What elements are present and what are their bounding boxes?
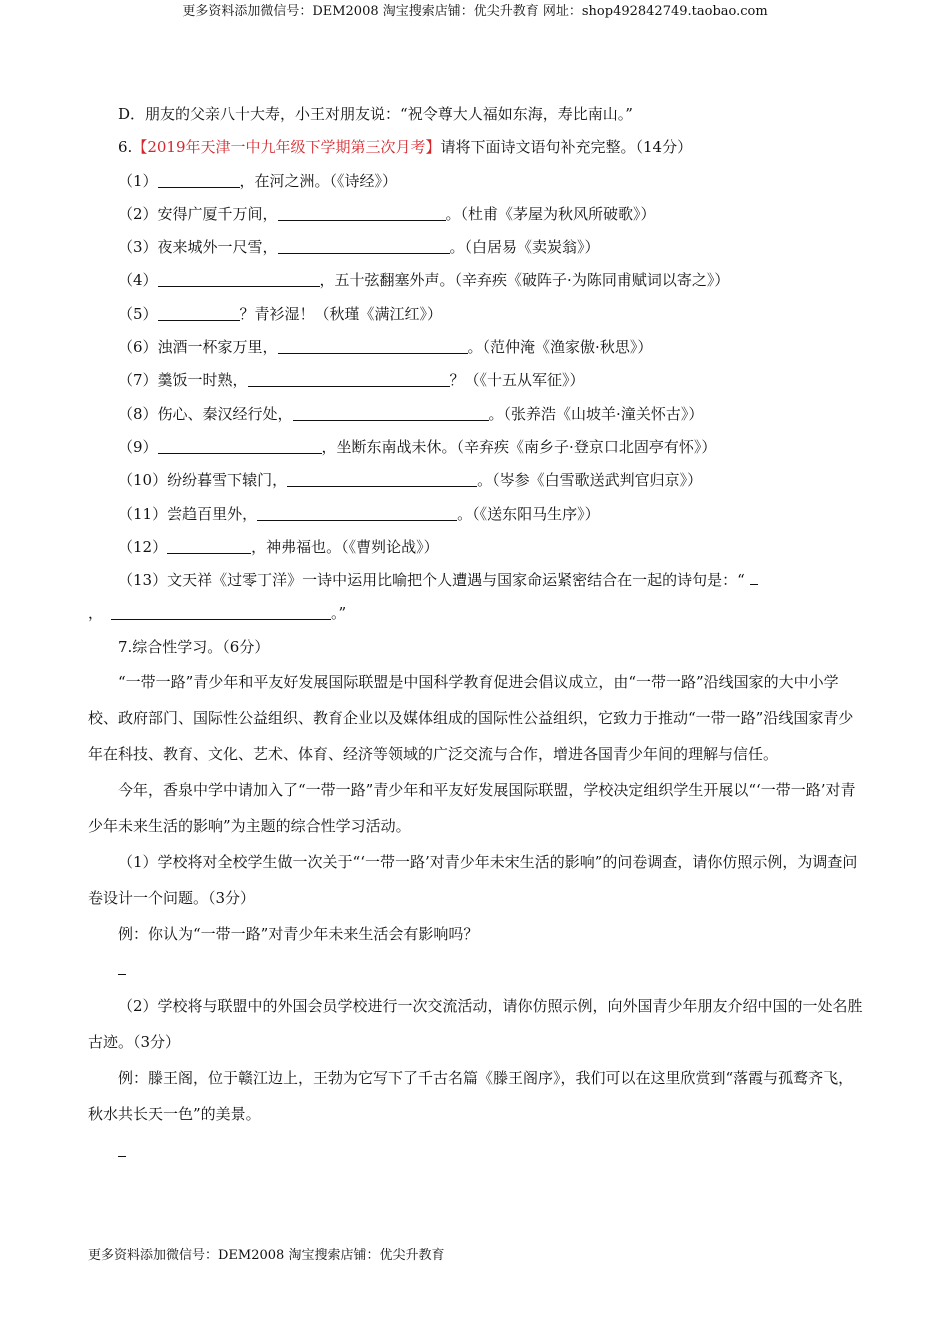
question-7-subquestion-1: （1）学校将对全校学生做一次关于“‘一带一路’对青少年未宋生活的影响”的问卷调查，请你仿照示例，为调查问卷设计一个问题。（3分） xyxy=(88,853,858,908)
answer-blank[interactable] xyxy=(111,603,331,620)
answer-blank[interactable] xyxy=(158,437,322,454)
question-6-number: 6. xyxy=(118,138,133,157)
fill-item-6 xyxy=(88,331,864,364)
question-7-paragraph-1: “一带一路”青少年和平友好发展国际联盟是中国科学教育促进会倡议成立，由“一带一路”沿线国家的大中小学校、政府部门、国际性公益组织、教育企业以及媒体组成的国际性公益组织，它致力于推动“一带一路”沿线国家青少年在科技、教育、文化、艺术、体育、经济等领域的广泛交流与合作，增进各国青少年间的理解与信任。 xyxy=(88,673,854,764)
fill-item-prefix: ， xyxy=(88,604,104,623)
fill-item-suffix: ，五十弦翻塞外声。（辛弃疾《破阵子·为陈同甫赋词以寄之》） xyxy=(319,271,730,290)
fill-item-suffix: ，在河之洲。（《诗经》） xyxy=(239,171,398,190)
fill-item-suffix: 。（岑参《白雪歌送武判官归京》） xyxy=(477,471,703,490)
fill-item-prefix: （12） xyxy=(118,537,168,556)
document-body xyxy=(88,98,864,1170)
answer-blank[interactable] xyxy=(158,304,240,321)
fill-item-suffix: 。（范仲淹《渔家傲·秋思》） xyxy=(467,338,653,357)
fill-item-10 xyxy=(88,464,864,497)
fill-item-suffix: 。（《送东阳马生序》） xyxy=(457,504,600,523)
answer-line-2[interactable] xyxy=(88,1134,864,1170)
fill-item-7 xyxy=(88,364,864,397)
page-footer: 更多资料添加微信号：DEM2008 淘宝搜索店铺：优尖升教育 xyxy=(88,1248,445,1263)
fill-item-prefix: （10）纷纷暮雪下辕门， xyxy=(118,471,288,490)
fill-item-suffix: 。（白居易《卖炭翁》） xyxy=(449,238,600,257)
fill-item-11 xyxy=(88,498,864,531)
fill-item-suffix: 。（张养浩《山坡羊·潼关怀古》） xyxy=(488,404,704,423)
fill-item-prefix: （8）伤心、秦汉经行处， xyxy=(118,404,293,423)
fill-item-suffix: ？（《十五从军征》） xyxy=(449,371,585,390)
fill-item-prefix: （3）夜来城外一尺雪， xyxy=(118,238,278,257)
answer-blank[interactable] xyxy=(167,537,251,554)
fill-item-13 xyxy=(88,564,864,597)
fill-item-suffix: ？青衫湿！（秋瑾《满江红》） xyxy=(239,304,443,323)
answer-blank[interactable] xyxy=(248,370,450,387)
fill-item-prefix: （1） xyxy=(118,171,158,190)
answer-blank[interactable] xyxy=(257,504,457,521)
answer-blank[interactable] xyxy=(158,270,320,287)
question-7-paragraph-2: 今年，香泉中学中请加入了“一带一路”青少年和平友好发展国际联盟，学校决定组织学生开展以“‘一带一路’对青少年未来生活的影响”为主题的综合性学习活动。 xyxy=(88,781,856,836)
answer-blank[interactable] xyxy=(287,470,477,487)
answer-blank[interactable] xyxy=(278,237,450,254)
question-7-subquestion-2: （2）学校将与联盟中的外国会员学校进行一次交流活动，请你仿照示例，向外国青少年朋友介绍中国的一处名胜古迹。（3分） xyxy=(88,997,863,1052)
fill-item-13-text: （13）文天祥《过零丁洋》一诗中运用比喻把个人遭遇与国家命运紧密结合在一起的诗句是：“ xyxy=(118,571,745,590)
fill-item-8 xyxy=(88,398,864,431)
fill-item-suffix: 。（杜甫《茅屋为秋风所破歌》） xyxy=(445,204,656,223)
answer-blank[interactable] xyxy=(158,171,240,188)
fill-item-5 xyxy=(88,298,864,331)
fill-item-prefix: （11）尝趋百里外， xyxy=(118,504,258,523)
option-d: D．朋友的父亲八十大寿，小王对朋友说：“祝令尊大人福如东海，寿比南山。” xyxy=(118,105,633,123)
question-6-instruction: 请将下面诗文语句补充完整。（14分） xyxy=(440,138,693,157)
fill-item-prefix: （6）浊酒一杯家万里， xyxy=(118,338,278,357)
answer-blank[interactable] xyxy=(750,572,758,585)
fill-item-prefix: （4） xyxy=(118,271,158,290)
question-6-source: 【2019年天津一中九年级下学期第三次月考】 xyxy=(132,138,441,157)
answer-line-1[interactable] xyxy=(88,952,864,988)
answer-blank[interactable] xyxy=(278,204,446,221)
question-6-heading xyxy=(88,131,864,164)
question-7-example-1: 例：你认为“一带一路”对青少年未来生活会有影响吗？ xyxy=(118,925,479,944)
answer-blank[interactable] xyxy=(293,404,489,421)
fill-item-prefix: （9） xyxy=(118,437,158,456)
fill-item-suffix: ，坐断东南战未休。（辛弃疾《南乡子·登京口北固亭有怀》） xyxy=(321,437,717,456)
fill-item-12 xyxy=(88,531,864,564)
fill-item-9 xyxy=(88,431,864,464)
fill-item-prefix: （2）安得广厦千万间， xyxy=(118,204,278,223)
fill-item-2 xyxy=(88,198,864,231)
fill-item-suffix: ，神弗福也。（《曹刿论战》） xyxy=(251,537,439,556)
answer-blank[interactable] xyxy=(278,337,468,354)
page-header: 更多资料添加微信号：DEM2008 淘宝搜索店铺：优尖升教育 网址：shop492842749.taobao.com xyxy=(182,4,768,19)
question-7-example-2: 例：滕王阁，位于赣江边上，王勃为它写下了千古名篇《滕王阁序》，我们可以在这里欣赏到“落霞与孤鹜齐飞，秋水共长天一色”的美景。 xyxy=(88,1069,854,1124)
fill-item-prefix: （5） xyxy=(118,304,158,323)
fill-item-prefix: （7）羹饭一时熟， xyxy=(118,371,248,390)
question-7-heading: 7.综合性学习。（6分） xyxy=(118,637,270,656)
fill-item-suffix: 。” xyxy=(331,604,347,623)
fill-item-3 xyxy=(88,231,864,264)
fill-item-1 xyxy=(88,165,864,198)
fill-item-4 xyxy=(88,264,864,297)
fill-item-13-continued xyxy=(88,597,864,630)
